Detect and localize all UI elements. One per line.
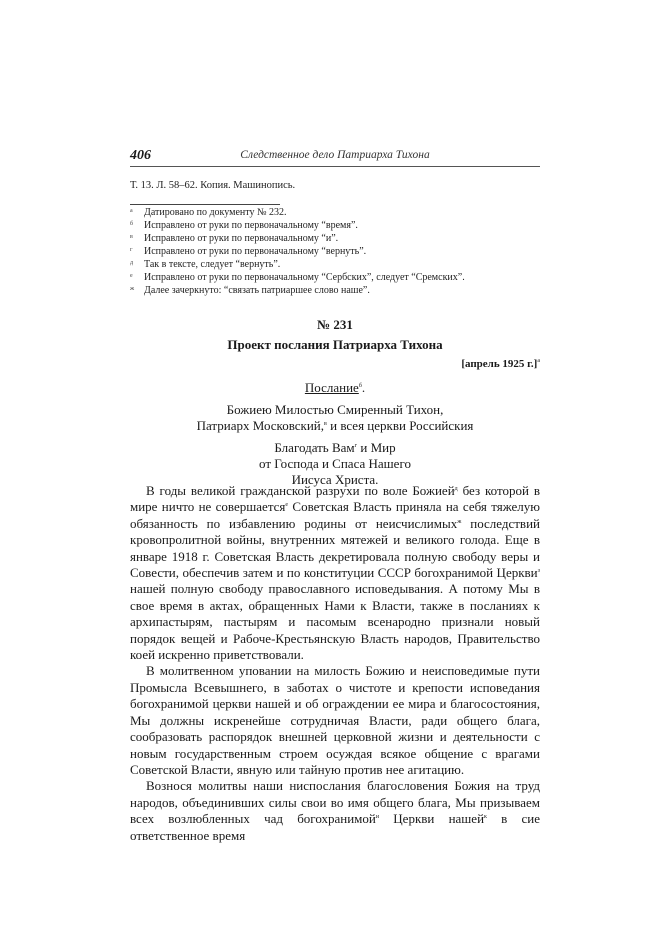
footnote-text: Исправлено от руки по первоначальному “Сербских”, следует “Сремских”. [144,272,465,283]
footnote [130,284,540,297]
footnote [130,206,540,219]
footnote-mark: г [130,247,133,253]
footnote [130,245,540,258]
paragraph: В молитвенном уповании на милость Божию и неисповедимые пути Промысла Всевышнего, в заботах о чистоте и крепости исповедания богохранимой церкви нашей и об ограждении ее мира и благосостояния, Мы должны искренейше сотрудничая Власти, ради общего блага, сообразовать распорядок внешней церковной жизни и деятельности с новым государственным строем осуждая всякое общение с врагами Советской Власти, явную или тайную против нее агитацию. [130,663,540,777]
footnote [130,219,540,232]
greeting-line: и Мир [357,440,396,455]
greeting-line: от Господа и Спаса Нашего [259,456,411,471]
footnote-ref: е [285,502,289,509]
header-rule [130,166,540,167]
archival-source-line: Т. 13. Л. 58–62. Копия. Машинопись. [130,180,296,191]
text-run: Церкви нашей [379,811,485,827]
page-number: 406 [130,148,151,163]
running-head [130,148,540,166]
text-run: без которой в мире ничто не совершается [130,483,540,515]
salutation-line: Патриарх Московский, [196,418,325,433]
footnote [130,232,540,245]
text-run: Вознося молитвы наши ниспослания благословения Божия на труд народов, объединивших силы свои во имя общего блага, Мы призываем всех возлюбленных чад богохранимой [130,778,540,827]
salutation-greeting [130,440,540,488]
salutation-block [130,380,540,494]
footnote-text: Исправлено от руки по первоначальному “и”. [144,233,339,244]
footnote-ref: з [537,568,540,575]
footnotes-list [130,206,540,297]
greeting-line: Иисуса Христа. [291,472,379,487]
footnote-ref: д [454,486,458,492]
footnote-ref: б [358,383,362,389]
text-run: последствий кровопролитной войны, внутренних мятежей и великого голода. Еще в январе 1918 г. Советская Власть декретировала полную свободу веры и Совести, обеспечив затем и по конституции СССР богохранимой Церкви [130,515,540,581]
footnote-mark: б [130,221,134,227]
footnote-ref: к [484,814,487,821]
footnote [130,271,540,284]
footnote-text: Датировано по документу № 232. [144,207,287,218]
footnote-mark: ж [130,286,135,292]
footnote-ref: и [375,814,380,821]
document-date [461,358,540,370]
footnote-ref: а [537,358,540,364]
footnote-ref: в [324,421,327,427]
footnote-text: Исправлено от руки по первоначальному “вернуть”. [144,246,367,257]
footnote-ref: г [354,443,358,449]
document-date-text: [апрель 1925 г.] [461,358,538,370]
footnote-text: Далее зачеркнуто: “связать патриаршее слово наше”. [144,285,370,296]
salutation-line: и всея церкви Российския [326,418,474,433]
footnote-text: Исправлено от руки по первоначальному “время”. [144,220,358,231]
footnote-ref: ж [457,518,462,525]
footnote-mark: а [130,208,133,214]
document-title: Проект послания Патриарха Тихона [227,337,443,352]
footnote [130,258,540,271]
running-title: Следственное дело Патриарха Тихона [240,149,430,161]
epistle-heading [130,380,540,396]
footnote-mark: е [130,273,133,279]
footnote-mark: д [130,260,134,266]
document-number: № 231 [317,317,353,332]
salutation-sender [130,402,540,434]
greeting-line: Благодать Вам [274,440,355,455]
text-run: нашей полную свободу православного исповедывания. А потому Мы в свое время в актах, обращенных Нами к Власти, также в посланиях к архипастырям, пастырям и пасомым всенародно признали новый порядок вещей и Рабоче-Крестьянскую Власть народов, Правительство коей искренно приветствовали. [130,581,540,663]
salutation-line: Божиею Милостью Смиренный Тихон, [226,402,444,417]
footnote-rule [130,204,280,205]
epistle-heading-word: Послание [304,380,359,395]
body-text [130,483,540,844]
text-run: Советская Власть приняла на себя тяжелую обязанность по избавлению родины от неисчислимых [130,499,540,531]
text-run: В годы великой гражданской разрухи по воле Божией [146,483,455,498]
footnote-text: Так в тексте, следует “вернуть”. [144,259,281,270]
footnote-mark: в [130,234,133,240]
epistle-heading-tail: . [361,380,366,395]
text-run: в сие ответственное время [130,811,540,843]
paragraph [130,778,540,844]
paragraph [130,483,540,663]
